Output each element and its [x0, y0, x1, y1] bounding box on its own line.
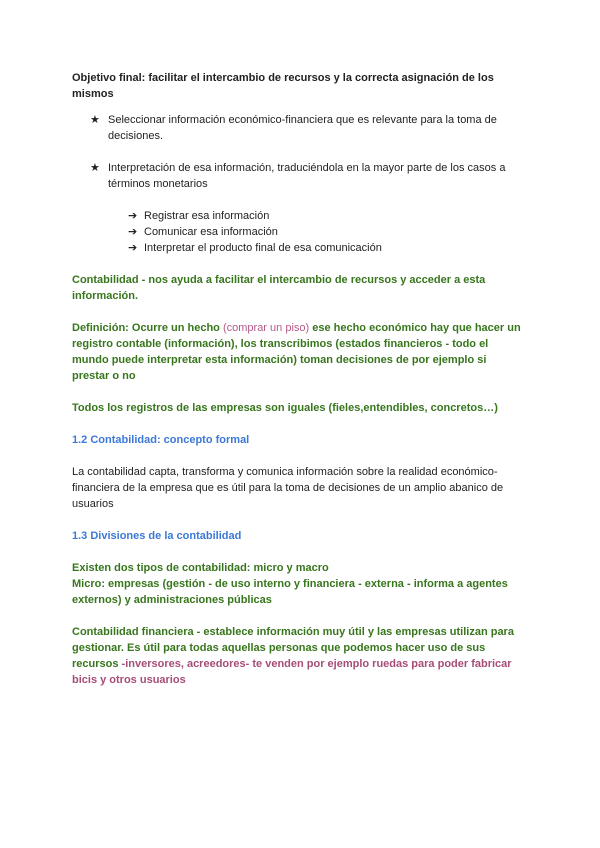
arrow-item-text: Comunicar esa información: [144, 226, 278, 238]
section-heading-1-3: 1.3 Divisiones de la contabilidad: [72, 530, 242, 542]
definicion-part1: Definición: Ocurre un hecho: [72, 322, 223, 334]
definicion-paragraph: [72, 320, 522, 384]
document-content: [72, 70, 522, 688]
contabilidad-definition: Contabilidad - nos ayuda a facilitar el intercambio de recursos y acceder a esta información.: [72, 274, 486, 302]
arrow-item-text: Registrar esa información: [144, 210, 270, 222]
financiera-highlight: -inversores, acreedores- te venden por ejemplo ruedas para poder fabricar bicis y otros usuarios: [72, 658, 512, 686]
list-item: [72, 112, 522, 144]
definicion-part2: ese hecho económico hay que hacer un registro contable (información), los transcribimos (estados financieros - todo el mundo puede interpretar esta información) toman decisiones de por ejemplo si prestar o no: [72, 322, 521, 382]
concepto-formal-paragraph: La contabilidad capta, transforma y comunica información sobre la realidad económico-financiera de la empresa que es útil para la toma de decisiones de un amplio abanico de usuarios: [72, 466, 504, 510]
objective-heading: Objetivo final: facilitar el intercambio de recursos y la correcta asignación de los mismos: [72, 72, 494, 100]
arrow-item-text: Interpretar el producto final de esa comunicación: [144, 242, 382, 254]
star-list: [72, 112, 522, 192]
star-item-text: Seleccionar información económico-financiera que es relevante para la toma de decisiones.: [108, 114, 497, 142]
arrow-bullet-icon: ➔: [128, 210, 138, 222]
financiera-part1: Contabilidad financiera - establece información muy útil y las empresas utilizan para gestionar. Es útil para todas aquellas personas que podemos hacer uso de sus recursos: [72, 626, 514, 670]
star-bullet-icon: ★: [90, 162, 100, 174]
list-item: [72, 160, 522, 192]
star-bullet-icon: ★: [90, 114, 100, 126]
definicion-highlight: (comprar un piso): [222, 322, 310, 334]
star-item-text: Interpretación de esa información, traduciéndola en la mayor parte de los casos a términos monetarios: [108, 162, 506, 190]
arrow-list: [72, 208, 522, 256]
section-heading-1-2: 1.2 Contabilidad: concepto formal: [72, 434, 250, 446]
arrow-bullet-icon: ➔: [128, 242, 138, 254]
list-item: [72, 208, 522, 224]
registros-paragraph: Todos los registros de las empresas son iguales (fieles,entendibles, concretos…): [72, 402, 498, 414]
list-item: [72, 224, 522, 240]
arrow-bullet-icon: ➔: [128, 226, 138, 238]
tipos-paragraph: Existen dos tipos de contabilidad: micro y macro: [72, 562, 329, 574]
list-item: [72, 240, 522, 256]
micro-paragraph: Micro: empresas (gestión - de uso interno y financiera - externa - informa a agentes externos) y administraciones públicas: [72, 578, 508, 606]
financiera-paragraph: [72, 624, 522, 688]
